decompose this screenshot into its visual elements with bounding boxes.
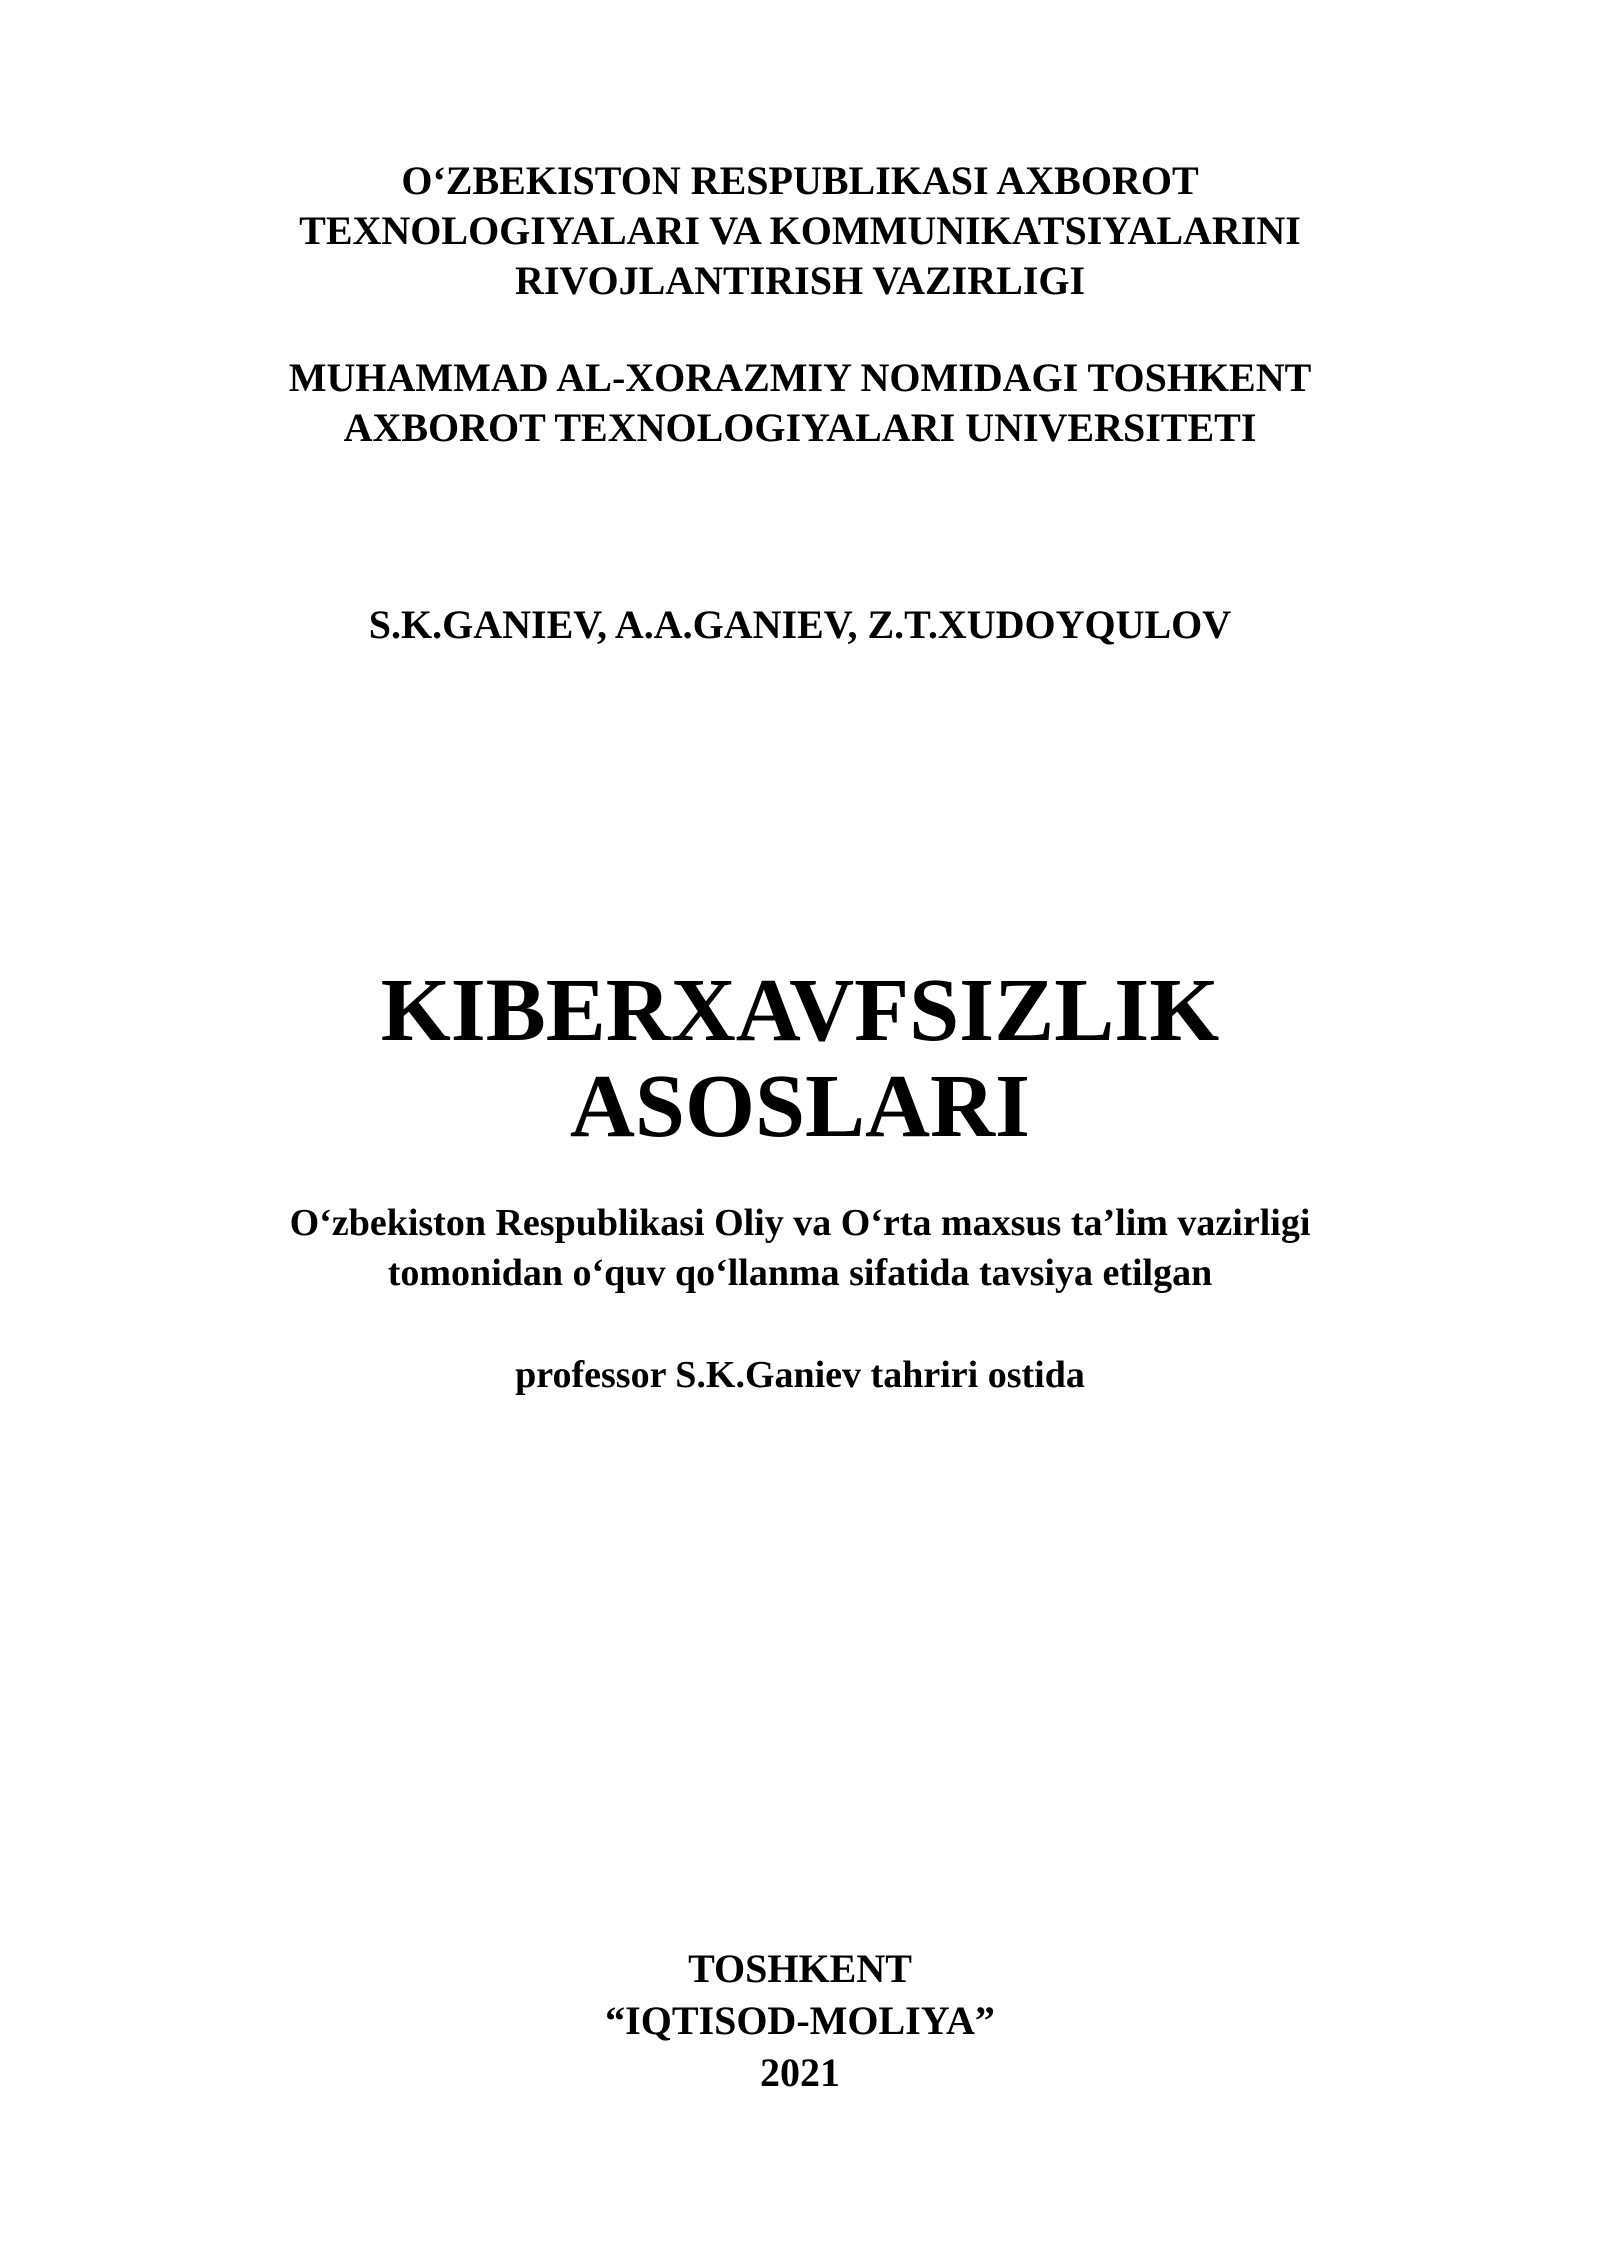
book-title [0, 963, 1600, 1155]
imprint-year: 2021 [760, 2050, 840, 2095]
imprint-publisher: “IQTISOD-MOLIYA” [605, 1998, 995, 2043]
imprint [0, 1943, 1600, 2099]
university-heading [0, 353, 1600, 453]
recommendation-note [0, 1198, 1600, 1298]
editor-note [0, 1350, 1600, 1400]
ministry-line: O‘ZBEKISTON RESPUBLIKASI AXBOROT [401, 158, 1199, 203]
recommendation-line: O‘zbekiston Respublikasi Oliy va O‘rta maxsus ta’lim vazirligi [289, 1202, 1311, 1244]
ministry-line: TEXNOLOGIYALARI VA KOMMUNIKATSIYALARINI [299, 208, 1301, 253]
imprint-city: TOSHKENT [688, 1946, 912, 1991]
authors-line [0, 600, 1600, 650]
university-line: MUHAMMAD AL-XORAZMIY NOMIDAGI TOSHKENT [288, 355, 1312, 400]
book-title-line: KIBERXAVFSIZLIK [380, 961, 1220, 1060]
ministry-line: RIVOJLANTIRISH VAZIRLIGI [514, 258, 1086, 303]
university-line: AXBOROT TEXNOLOGIYALARI UNIVERSITETI [343, 405, 1257, 450]
authors-text: S.K.GANIEV, A.A.GANIEV, Z.T.XUDOYQULOV [368, 602, 1232, 647]
book-title-line: ASOSLARI [569, 1057, 1031, 1156]
recommendation-line: tomonidan o‘quv qo‘llanma sifatida tavsiya etilgan [387, 1252, 1213, 1294]
editor-text: professor S.K.Ganiev tahriri ostida [515, 1354, 1085, 1396]
ministry-heading [0, 156, 1600, 306]
